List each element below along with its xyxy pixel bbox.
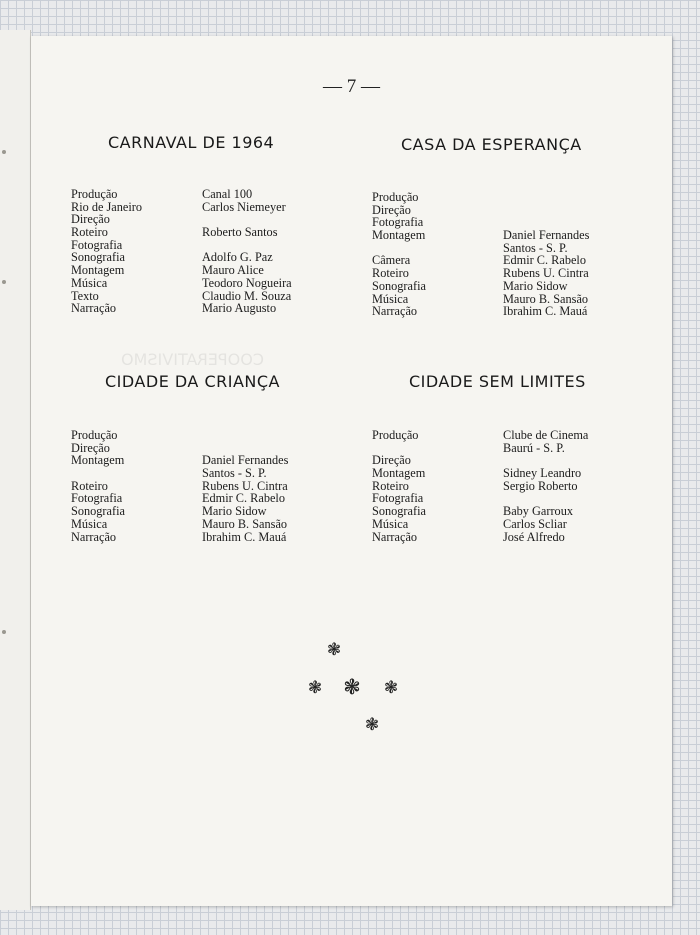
ornament-flower-icon: ❃ bbox=[307, 678, 323, 698]
credit-row bbox=[372, 229, 589, 242]
credit-row bbox=[71, 277, 292, 290]
credit-role: Montagem bbox=[71, 263, 125, 278]
credit-name: Edmir C. Rabelo bbox=[503, 253, 586, 268]
credit-name: Mario Sidow bbox=[503, 278, 568, 293]
credit-name: José Alfredo bbox=[503, 529, 565, 544]
credit-role: Narração bbox=[71, 301, 117, 316]
credit-name: Clube de Cinema bbox=[503, 428, 589, 442]
credit-role: Narração bbox=[71, 529, 117, 544]
credit-name: Baby Garroux bbox=[503, 504, 574, 519]
left-page-edge bbox=[0, 30, 31, 910]
credit-role: Produção bbox=[372, 428, 419, 442]
credit-role: Produção bbox=[71, 428, 118, 442]
credit-role: Música bbox=[71, 275, 108, 290]
credit-name: Canal 100 bbox=[202, 187, 253, 201]
credit-name: Edmir C. Rabelo bbox=[202, 491, 285, 506]
credit-role: Produção bbox=[71, 187, 118, 201]
page-number: — 7 — bbox=[323, 76, 380, 97]
credit-role: Roteiro bbox=[372, 266, 409, 281]
credits-cidade-sem-limites bbox=[372, 429, 588, 543]
credit-name: Santos - S. P. bbox=[202, 466, 267, 481]
credit-row bbox=[71, 188, 292, 201]
credit-row bbox=[372, 505, 588, 518]
credit-row bbox=[372, 518, 588, 531]
credit-row bbox=[71, 467, 288, 480]
section-title-carnaval: CARNAVAL DE 1964 bbox=[108, 133, 275, 152]
ornament-flower-icon: ❃ bbox=[326, 640, 342, 660]
credit-name: Mauro Alice bbox=[202, 263, 264, 278]
bleed-through-text: COOPERATIVISMO bbox=[121, 350, 264, 369]
credit-name: Mauro B. Sansão bbox=[202, 516, 288, 531]
credit-role: Montagem bbox=[372, 228, 426, 243]
credit-name: Claudio M. Souza bbox=[202, 288, 292, 303]
credit-role: Fotografia bbox=[372, 491, 424, 506]
credit-role: Narração bbox=[372, 304, 418, 319]
credits-cidade-crianca bbox=[71, 429, 288, 543]
ornament-flower-icon: ❃ bbox=[364, 715, 380, 735]
credit-name: Sidney Leandro bbox=[503, 466, 582, 481]
credit-row bbox=[71, 264, 292, 277]
credit-row bbox=[71, 505, 288, 518]
credit-role: Roteiro bbox=[71, 225, 108, 240]
credit-name: Mario Augusto bbox=[202, 301, 277, 316]
credits-carnaval bbox=[71, 188, 292, 315]
binding-hole bbox=[2, 280, 6, 284]
credit-role: Montagem bbox=[372, 466, 426, 481]
credit-name: Baurú - S. P. bbox=[503, 440, 565, 455]
credit-name: Sergio Roberto bbox=[503, 478, 578, 493]
credit-role: Rio de Janeiro bbox=[71, 199, 143, 214]
credit-row bbox=[71, 531, 288, 544]
credit-role: Roteiro bbox=[372, 478, 409, 493]
booklet-page bbox=[31, 36, 672, 906]
credit-role: Música bbox=[372, 516, 409, 531]
credit-name: Rubens U. Cintra bbox=[503, 266, 589, 281]
section-title-casa-esperanca: CASA DA ESPERANÇA bbox=[401, 135, 582, 154]
credit-role bbox=[71, 467, 202, 480]
credit-role: Montagem bbox=[71, 453, 125, 468]
credit-role: Direção bbox=[71, 212, 110, 227]
credit-name: Santos - S. P. bbox=[503, 240, 568, 255]
credit-role: Narração bbox=[372, 529, 418, 544]
credit-row bbox=[372, 267, 589, 280]
credit-row bbox=[372, 467, 588, 480]
credit-role: Música bbox=[372, 291, 409, 306]
credit-role: Fotografia bbox=[71, 237, 123, 252]
credit-role: Fotografia bbox=[372, 215, 424, 230]
credit-name: Rubens U. Cintra bbox=[202, 478, 288, 493]
credit-name: Mario Sidow bbox=[202, 504, 267, 519]
credit-name: Ibrahim C. Mauá bbox=[202, 529, 287, 544]
credit-role: Produção bbox=[372, 190, 419, 204]
credit-row bbox=[71, 226, 292, 239]
credit-role: Direção bbox=[372, 202, 411, 217]
credit-name: Daniel Fernandes bbox=[202, 453, 289, 468]
credit-name: Ibrahim C. Mauá bbox=[503, 304, 588, 319]
credit-name: Adolfo G. Paz bbox=[202, 250, 273, 265]
credit-role: Direção bbox=[372, 453, 411, 468]
credit-row bbox=[372, 429, 588, 442]
binding-hole bbox=[2, 150, 6, 154]
section-title-cidade-crianca: CIDADE DA CRIANÇA bbox=[105, 372, 280, 391]
credit-row bbox=[372, 191, 589, 204]
credit-row bbox=[71, 429, 288, 442]
credit-name: Daniel Fernandes bbox=[503, 228, 590, 243]
credit-name: Roberto Santos bbox=[202, 225, 278, 240]
credit-name: Teodoro Nogueira bbox=[202, 275, 292, 290]
credit-role: Sonografia bbox=[71, 504, 125, 519]
credit-role: Câmera bbox=[372, 253, 411, 268]
credit-role: Direção bbox=[71, 440, 110, 455]
ornament-flower-icon: ❃ bbox=[383, 678, 399, 698]
credit-row bbox=[71, 518, 288, 531]
ornament-flower-icon: ❃ bbox=[343, 675, 361, 699]
credit-role: Sonografia bbox=[372, 278, 426, 293]
credit-row bbox=[372, 305, 589, 318]
credit-name: Mauro B. Sansão bbox=[503, 291, 589, 306]
credits-casa-esperanca bbox=[372, 191, 589, 318]
credit-name: Carlos Scliar bbox=[503, 516, 567, 531]
credit-row bbox=[71, 302, 292, 315]
credit-role: Fotografia bbox=[71, 491, 123, 506]
credit-name: Carlos Niemeyer bbox=[202, 199, 286, 214]
credit-row bbox=[372, 531, 588, 544]
credit-role: Música bbox=[71, 516, 108, 531]
binding-hole bbox=[2, 630, 6, 634]
credit-role: Sonografia bbox=[372, 504, 426, 519]
section-title-cidade-sem-limites: CIDADE SEM LIMITES bbox=[409, 372, 586, 391]
credit-role: Roteiro bbox=[71, 478, 108, 493]
credit-role: Texto bbox=[71, 288, 99, 303]
credit-row bbox=[372, 280, 589, 293]
credit-role: Sonografia bbox=[71, 250, 125, 265]
